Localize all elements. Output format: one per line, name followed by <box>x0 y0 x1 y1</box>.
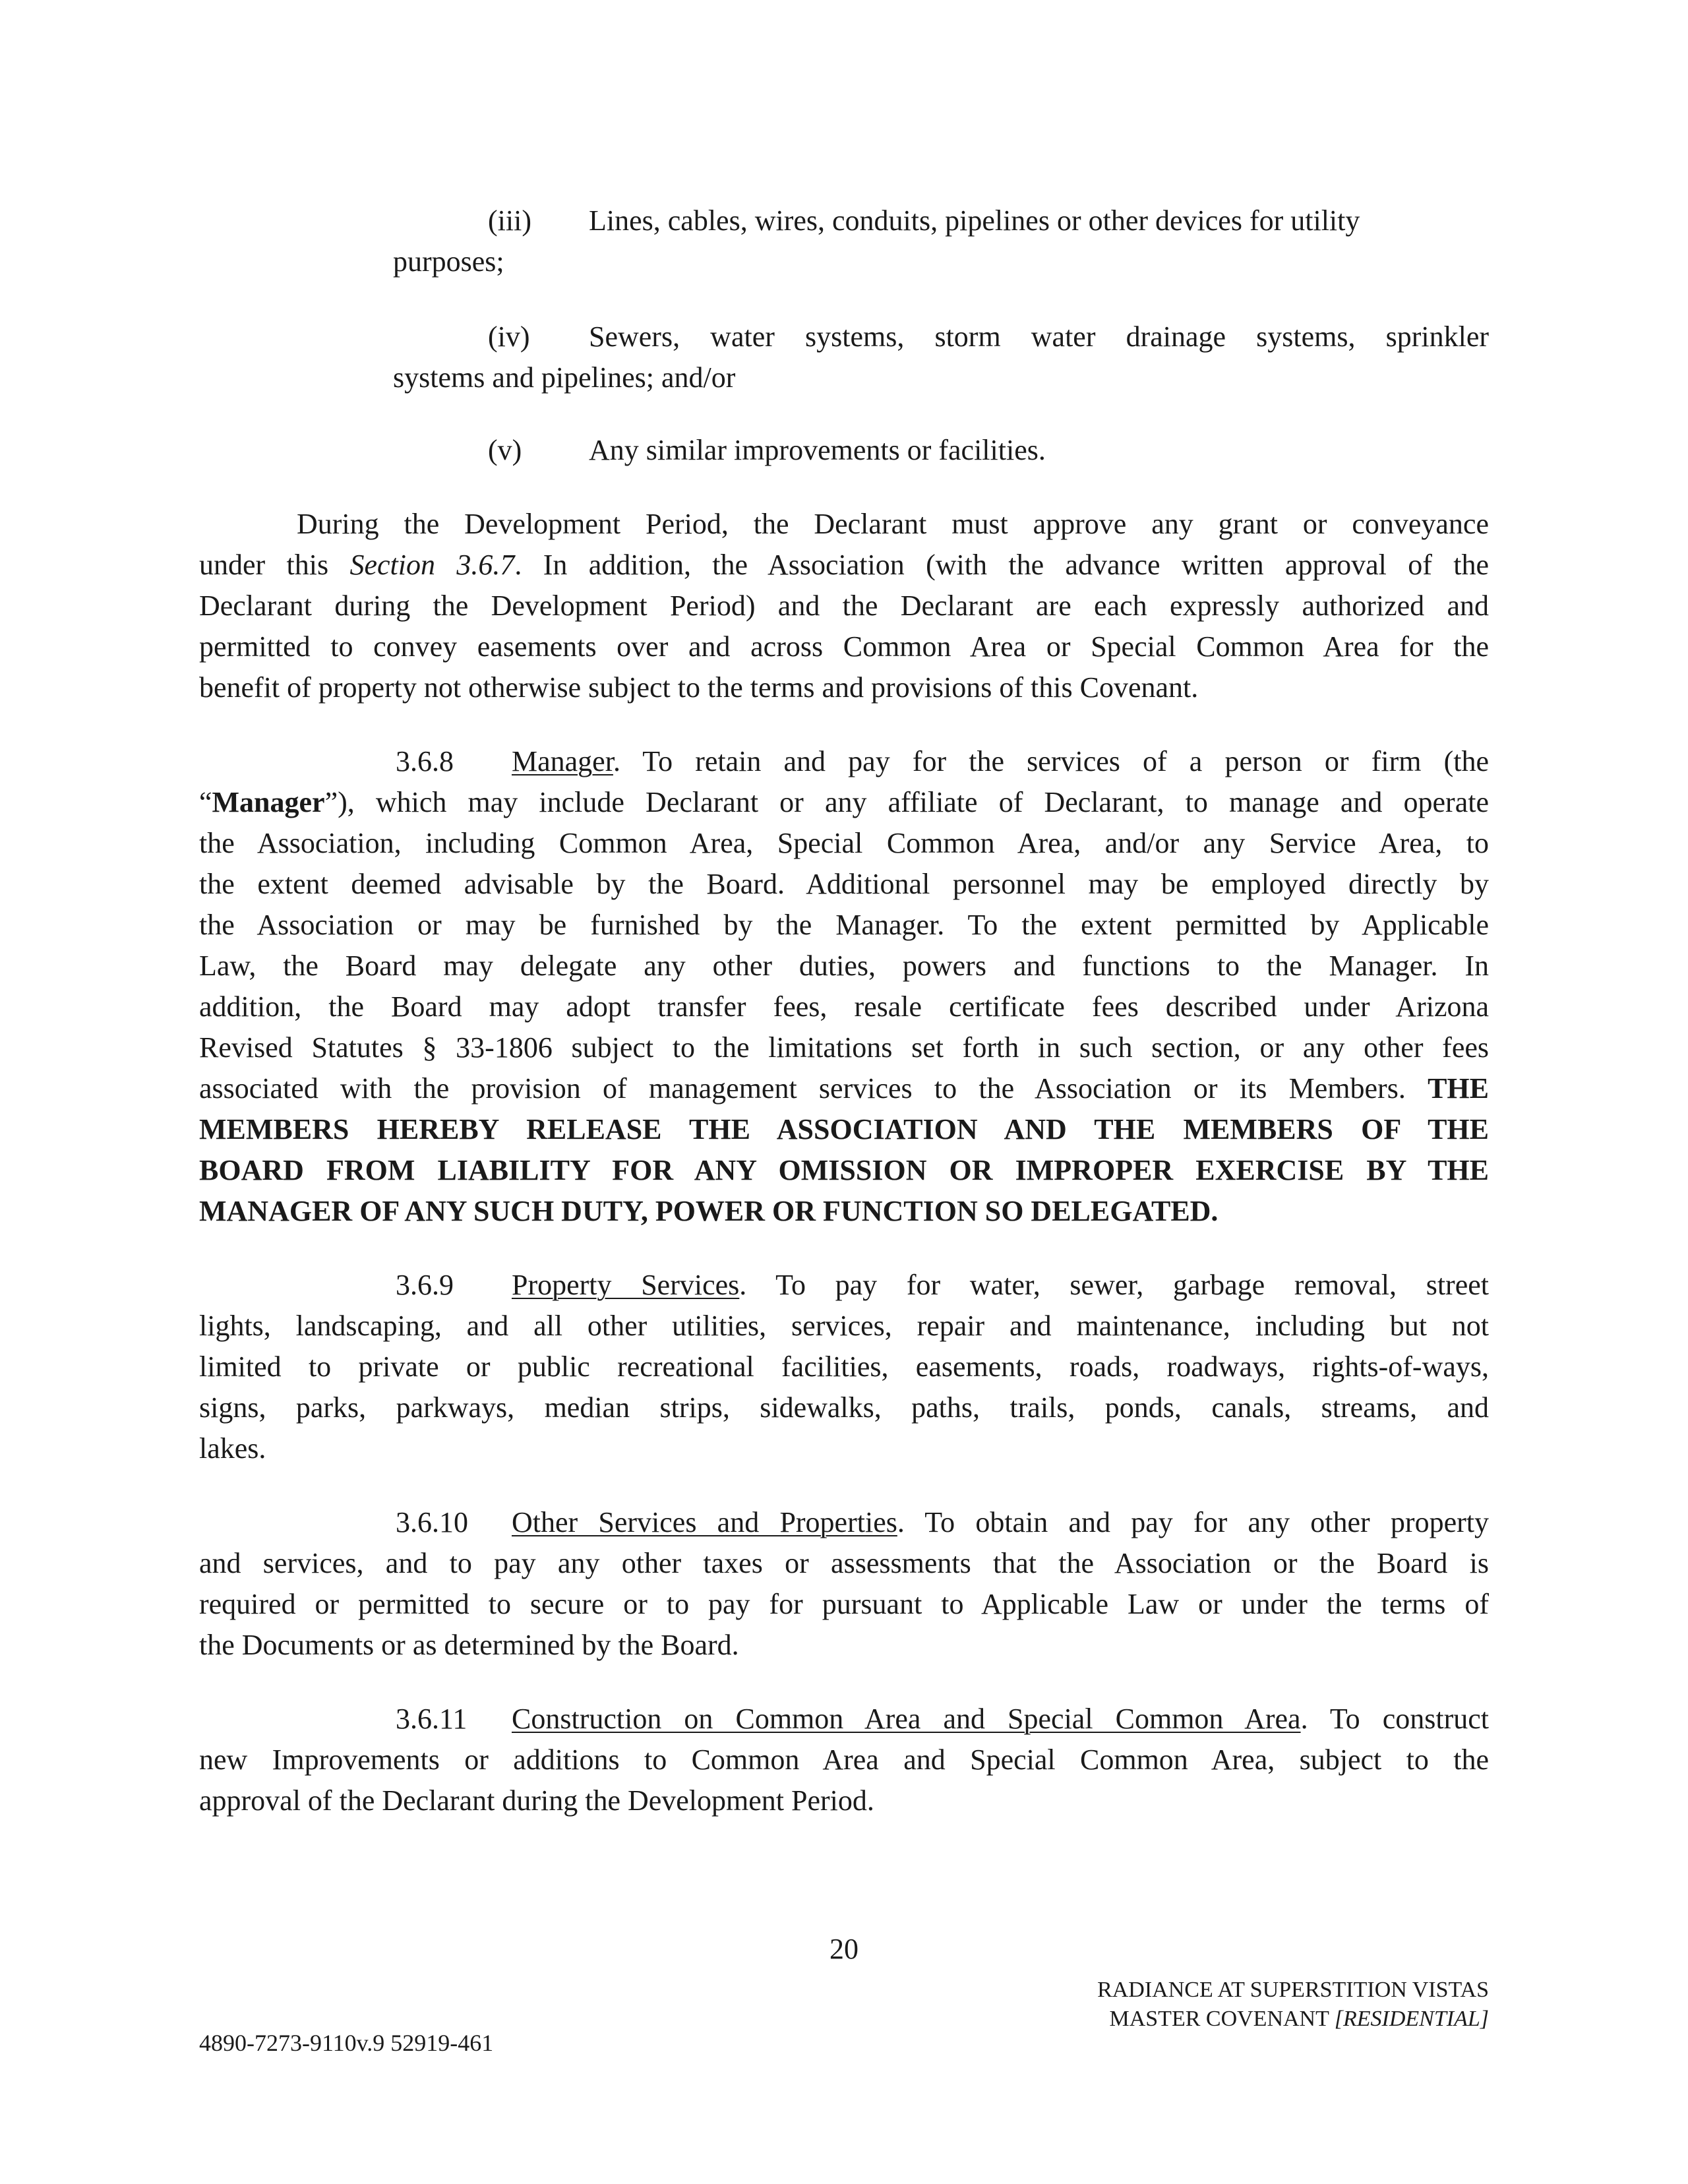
subitem-text: Any similar improvements or facilities. <box>589 434 1046 466</box>
paragraph-line: limited to private or public recreational facilities, easements, roads, roadways, rights-of-ways, <box>199 1350 1489 1383</box>
defined-term: Manager <box>212 786 325 818</box>
paragraph-line: Declarant during the Development Period) and the Declarant are each expressly authorized and <box>199 590 1489 622</box>
release-clause-line: MEMBERS HEREBY RELEASE THE ASSOCIATION AND THE MEMBERS OF THE <box>199 1113 1489 1145</box>
paragraph-line: the Documents or as determined by the Board. <box>199 1629 739 1661</box>
paragraph-line: Revised Statutes § 33-1806 subject to the limitations set forth in such section, or any other fees <box>199 1031 1489 1064</box>
paragraph-line: and services, and to pay any other taxes or assessments that the Association or the Board is <box>199 1547 1489 1579</box>
paragraph-line: the Association, including Common Area, Special Common Area, and/or any Service Area, to <box>199 827 1489 859</box>
paragraph-line: “Manager”), which may include Declarant or any affiliate of Declarant, to manage and operate <box>199 786 1489 818</box>
document-title-line: MASTER COVENANT [RESIDENTIAL] <box>1109 2007 1489 2031</box>
section-number: 3.6.9 <box>396 1269 454 1301</box>
release-clause-line: BOARD FROM LIABILITY FOR ANY OMISSION OR IMPROPER EXERCISE BY THE <box>199 1154 1489 1186</box>
section-title: Manager <box>512 745 613 777</box>
document-title-line: RADIANCE AT SUPERSTITION VISTAS <box>1097 1978 1489 2002</box>
release-clause-line: MANAGER OF ANY SUCH DUTY, POWER OR FUNCTION SO DELEGATED. <box>199 1195 1219 1227</box>
subitem-continuation: systems and pipelines; and/or <box>393 361 736 394</box>
section-heading-line: 3.6.8 Manager. To retain and pay for the services of a person or firm (the <box>199 741 1489 782</box>
paragraph-line: required or permitted to secure or to pay for pursuant to Applicable Law or under the terms of <box>199 1588 1489 1620</box>
paragraph-line: associated with the provision of management services to the Association or its Members. THE <box>199 1072 1489 1105</box>
section-heading-line: 3.6.11 Construction on Common Area and Special Common Area. To construct <box>199 1699 1489 1740</box>
document-id: 4890-7273-9110v.9 52919-461 <box>199 2030 494 2056</box>
paragraph-line: the Association or may be furnished by the Manager. To the extent permitted by Applicable <box>199 909 1489 941</box>
paragraph-line: under this Section 3.6.7. In addition, the Association (with the advance written approval of the <box>199 549 1489 581</box>
section-title: Property Services <box>512 1269 740 1301</box>
document-title-footer <box>1097 1976 1489 2034</box>
section-heading-line: 3.6.10 Other Services and Properties. To obtain and pay for any other property <box>199 1502 1489 1543</box>
section-number: 3.6.11 <box>396 1703 467 1735</box>
section-reference: Section 3.6.7 <box>349 549 515 581</box>
paragraph-line: lights, landscaping, and all other utilities, services, repair and maintenance, including but not <box>199 1310 1489 1342</box>
paragraph-line: During the Development Period, the Declarant must approve any grant or conveyance <box>297 508 1489 540</box>
section-title: Construction on Common Area and Special Common Area <box>512 1703 1301 1735</box>
page-number: 20 <box>829 1933 859 1965</box>
subitem-number: (iv) <box>488 320 530 353</box>
paragraph-line: approval of the Declarant during the Development Period. <box>199 1784 874 1817</box>
paragraph-line: benefit of property not otherwise subject to the terms and provisions of this Covenant. <box>199 671 1199 704</box>
subitem-number: (v) <box>488 434 522 466</box>
paragraph-line: signs, parks, parkways, median strips, sidewalks, paths, trails, ponds, canals, streams, and <box>199 1391 1489 1424</box>
paragraph-line: lakes. <box>199 1432 266 1465</box>
paragraph-line: new Improvements or additions to Common Area and Special Common Area, subject to the <box>199 1744 1489 1776</box>
section-heading-line: 3.6.9 Property Services. To pay for water, sewer, garbage removal, street <box>199 1265 1489 1306</box>
paragraph-line: the extent deemed advisable by the Board. Additional personnel may be employed directly by <box>199 868 1489 900</box>
paragraph-line: permitted to convey easements over and across Common Area or Special Common Area for the <box>199 630 1489 663</box>
section-title: Other Services and Properties <box>512 1506 897 1538</box>
subitem-number: (iii) <box>488 204 531 237</box>
subitem-continuation: purposes; <box>393 245 504 278</box>
subitem-text: Lines, cables, wires, conduits, pipelines or other devices for utility <box>589 204 1360 237</box>
paragraph-line: Law, the Board may delegate any other duties, powers and functions to the Manager. In <box>199 950 1489 982</box>
section-number: 3.6.10 <box>396 1506 468 1538</box>
section-number: 3.6.8 <box>396 745 454 777</box>
paragraph-line: addition, the Board may adopt transfer fees, resale certificate fees described under Arizona <box>199 990 1489 1023</box>
subitem-text: Sewers, water systems, storm water drainage systems, sprinkler <box>589 320 1489 353</box>
